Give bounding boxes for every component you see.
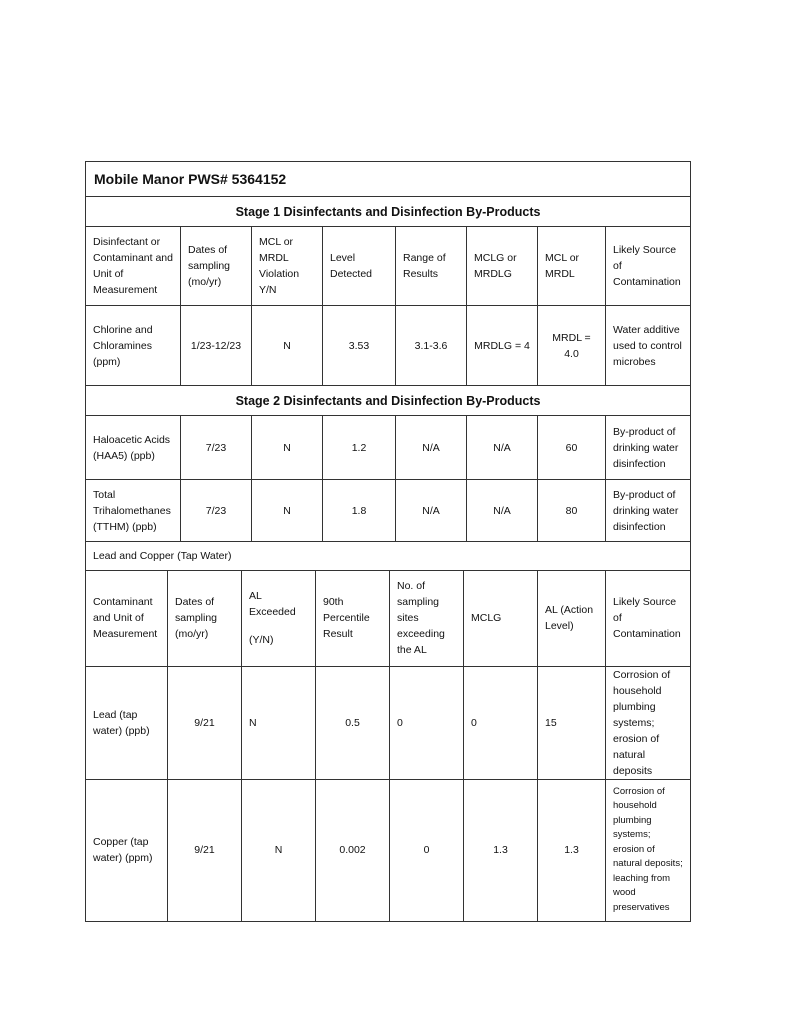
cell-mclg: N/A	[467, 480, 538, 542]
header-contaminant: Contaminant and Unit of Measurement	[86, 571, 168, 666]
table-row	[86, 779, 691, 921]
header-range: Range of Results	[396, 227, 467, 306]
cell-dates: 7/23	[181, 416, 252, 480]
header-level: Level Detected	[323, 227, 396, 306]
cell-action-level: 15	[538, 666, 606, 779]
cell-mcl: 60	[538, 416, 606, 480]
cell-violation: N	[252, 306, 323, 386]
cell-level: 3.53	[323, 306, 396, 386]
cell-mclg: 0	[464, 666, 538, 779]
cell-dates: 9/21	[168, 666, 242, 779]
water-quality-report	[85, 161, 690, 922]
header-sites-exceeding: No. of sampling sites exceeding the AL	[390, 571, 464, 666]
cell-percentile: 0.5	[316, 666, 390, 779]
stage1-header-row	[86, 227, 691, 306]
cell-contaminant: Lead (tap water) (ppb)	[86, 666, 168, 779]
cell-dates: 9/21	[168, 779, 242, 921]
lead-copper-heading-row	[86, 542, 691, 571]
header-dates: Dates of sampling (mo/yr)	[168, 571, 242, 666]
cell-source: By-product of drinking water disinfection	[606, 416, 691, 480]
header-mclg: MCLG	[464, 571, 538, 666]
cell-dates: 1/23-12/23	[181, 306, 252, 386]
table-row	[86, 306, 691, 386]
cell-mcl: MRDL = 4.0	[538, 306, 606, 386]
table-row	[86, 416, 691, 480]
lead-copper-table	[85, 571, 691, 922]
table-row	[86, 480, 691, 542]
cell-dates: 7/23	[181, 480, 252, 542]
cell-percentile: 0.002	[316, 779, 390, 921]
cell-contaminant: Total Trihalomethanes (TTHM) (ppb)	[86, 480, 181, 542]
cell-violation: N	[252, 480, 323, 542]
header-contaminant: Disinfectant or Contaminant and Unit of Measurement	[86, 227, 181, 306]
title-row	[86, 162, 691, 197]
header-action-level: AL (Action Level)	[538, 571, 606, 666]
cell-range: 3.1-3.6	[396, 306, 467, 386]
disinfection-table	[85, 161, 691, 571]
header-source: Likely Source of Contamination	[606, 227, 691, 306]
cell-source: Corrosion of household plumbing systems; erosion of natural deposits	[606, 666, 691, 779]
stage2-heading: Stage 2 Disinfectants and Disinfection By-Products	[86, 386, 691, 416]
cell-level: 1.2	[323, 416, 396, 480]
cell-sites-exceeding: 0	[390, 666, 464, 779]
cell-level: 1.8	[323, 480, 396, 542]
cell-violation: N	[252, 416, 323, 480]
cell-source: By-product of drinking water disinfection	[606, 480, 691, 542]
cell-mclg: 1.3	[464, 779, 538, 921]
stage1-heading: Stage 1 Disinfectants and Disinfection By-Products	[86, 197, 691, 227]
cell-action-level: 1.3	[538, 779, 606, 921]
header-al-exceeded-label: AL Exceeded	[249, 590, 296, 619]
stage2-heading-row	[86, 386, 691, 416]
cell-mcl: 80	[538, 480, 606, 542]
cell-contaminant: Copper (tap water) (ppm)	[86, 779, 168, 921]
header-al-exceeded	[242, 571, 316, 666]
header-source: Likely Source of Contamination	[606, 571, 691, 666]
lead-copper-header-row	[86, 571, 691, 666]
header-mcl: MCL or MRDL	[538, 227, 606, 306]
cell-al-exceeded: N	[242, 779, 316, 921]
cell-range: N/A	[396, 480, 467, 542]
cell-mclg: MRDLG = 4	[467, 306, 538, 386]
cell-source: Corrosion of household plumbing systems; erosion of natural deposits; leaching from wood preservatives	[606, 779, 691, 921]
cell-mclg: N/A	[467, 416, 538, 480]
cell-contaminant: Haloacetic Acids (HAA5) (ppb)	[86, 416, 181, 480]
page-title: Mobile Manor PWS# 5364152	[86, 162, 691, 197]
cell-range: N/A	[396, 416, 467, 480]
cell-source: Water additive used to control microbes	[606, 306, 691, 386]
cell-contaminant: Chlorine and Chloramines (ppm)	[86, 306, 181, 386]
header-dates: Dates of sampling (mo/yr)	[181, 227, 252, 306]
header-violation: MCL or MRDL Violation Y/N	[252, 227, 323, 306]
header-percentile: 90th Percentile Result	[316, 571, 390, 666]
lead-copper-heading: Lead and Copper (Tap Water)	[86, 542, 691, 571]
cell-al-exceeded: N	[242, 666, 316, 779]
cell-sites-exceeding: 0	[390, 779, 464, 921]
header-mclg: MCLG or MRDLG	[467, 227, 538, 306]
header-al-exceeded-yn: (Y/N)	[249, 634, 274, 647]
stage1-heading-row	[86, 197, 691, 227]
table-row	[86, 666, 691, 779]
